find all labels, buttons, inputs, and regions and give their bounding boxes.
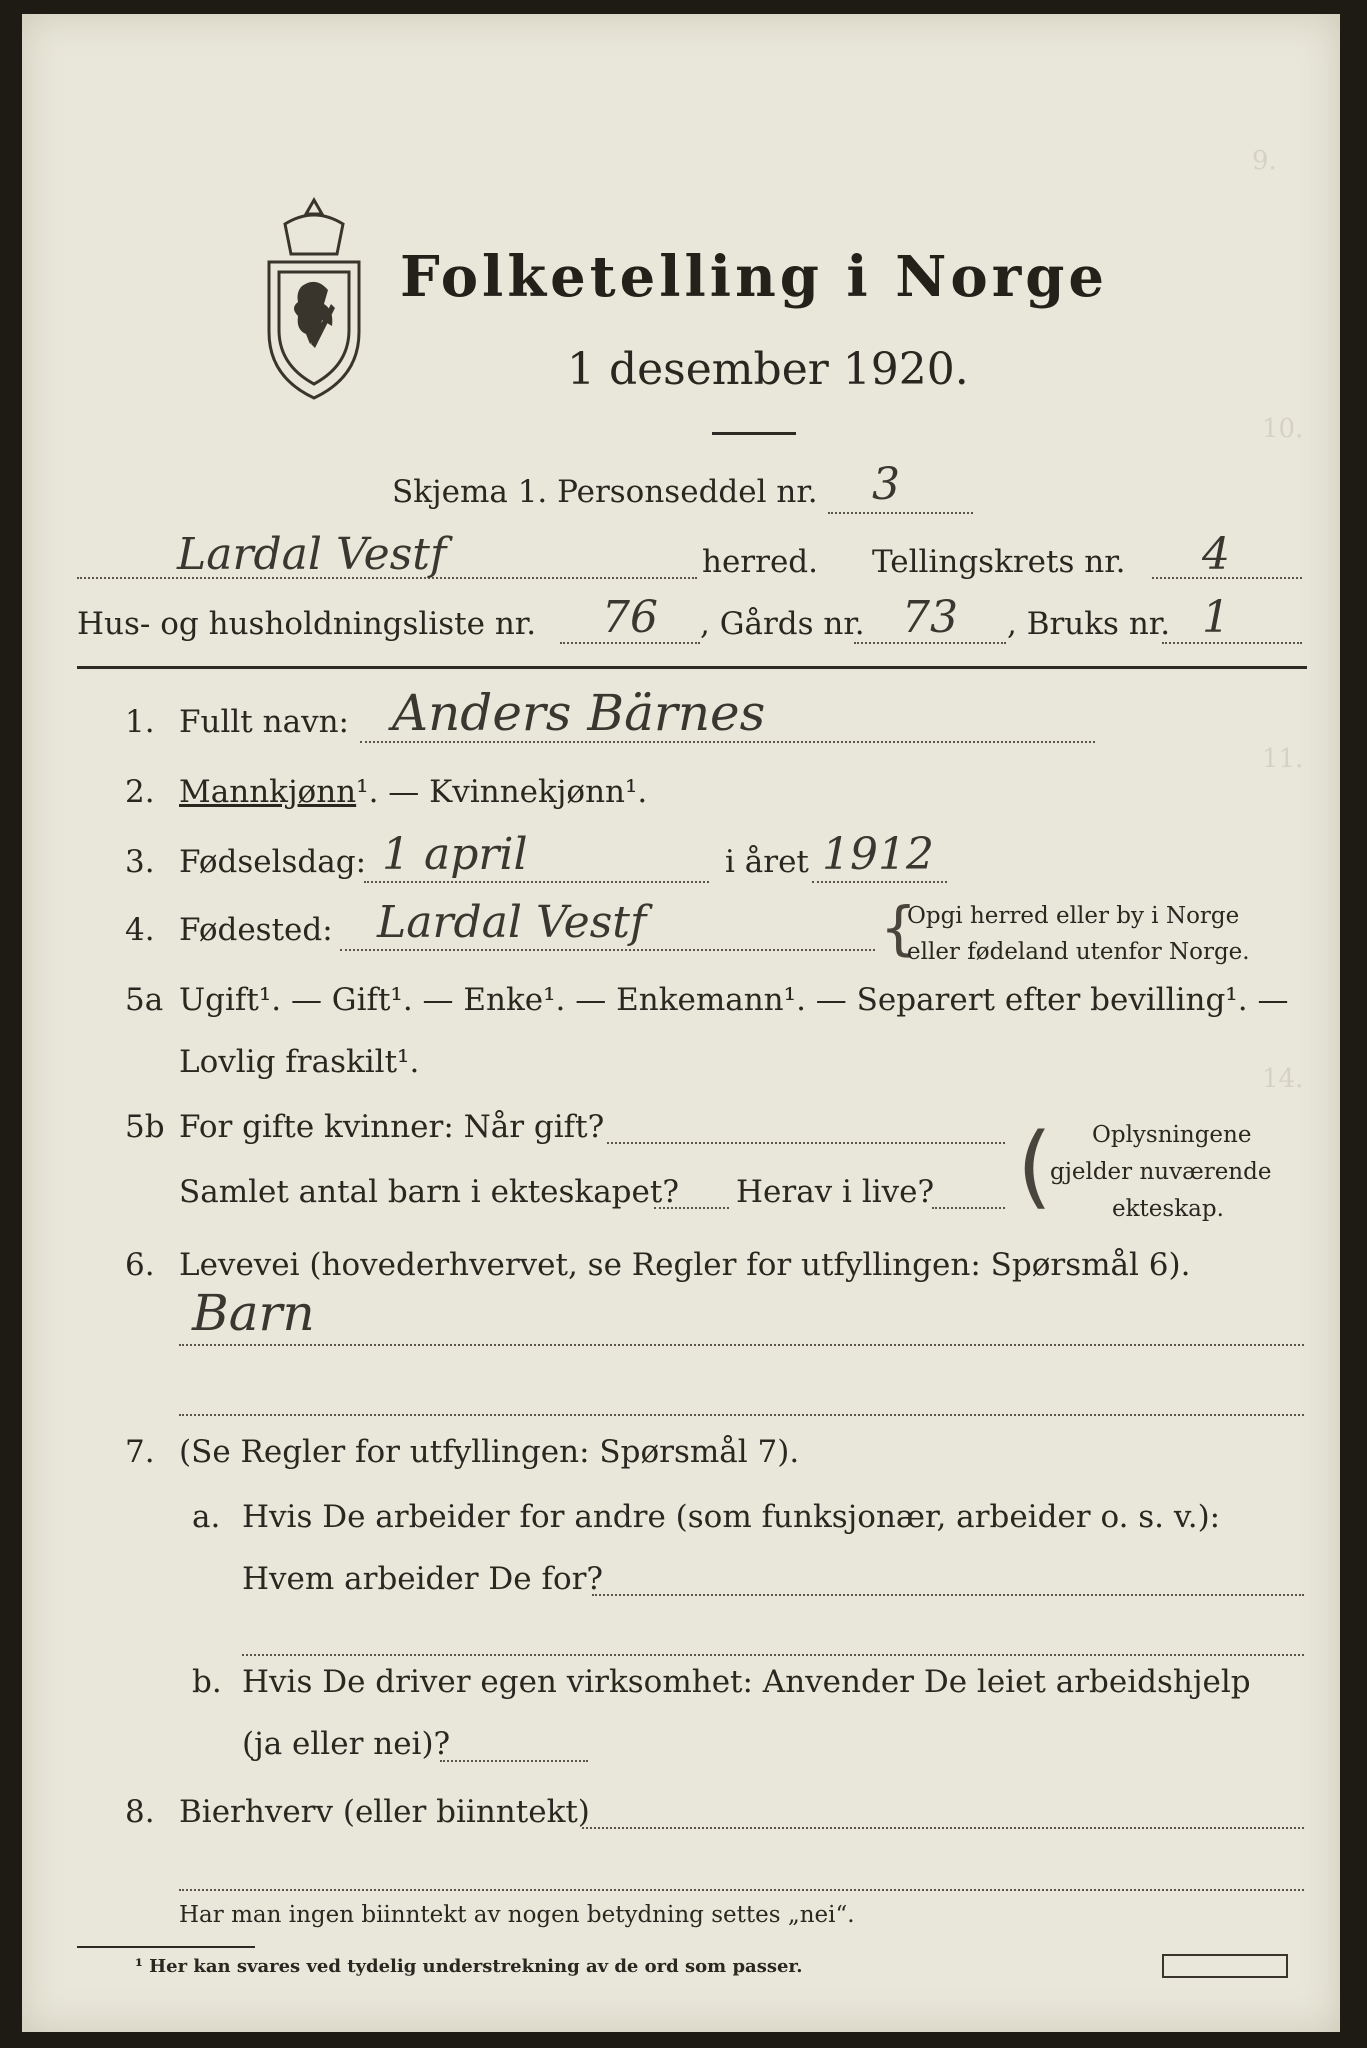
husholdningsliste-number[interactable]: 76 [602, 592, 658, 643]
full-name-value[interactable]: Anders Bärnes [392, 684, 766, 742]
coat-of-arms-icon [257, 194, 372, 406]
gender-male[interactable]: Mannkjønn [179, 774, 357, 810]
personseddel-line [828, 512, 973, 514]
birthdate-label: Fødselsdag: [179, 844, 367, 880]
item-number: 5a [125, 982, 164, 1018]
item-number: 3. [125, 844, 155, 880]
children-total-line [654, 1207, 729, 1209]
married-when-line [607, 1142, 1005, 1144]
marriage-note-1: Oplysningene [1092, 1122, 1252, 1148]
occupation-value[interactable]: Barn [192, 1284, 315, 1342]
year-line [812, 881, 947, 883]
birth-year-value[interactable]: 1912 [822, 829, 934, 880]
full-name-label: Fullt navn: [179, 704, 349, 740]
side-income-line-2 [179, 1889, 1304, 1891]
bleed-through-text: 11. [1262, 744, 1304, 774]
item-number: 7. [125, 1434, 155, 1470]
form-date: 1 desember 1920. [567, 344, 969, 395]
bleed-through-text: 9. [1252, 146, 1277, 176]
marital-status-options[interactable]: Ugift¹. — Gift¹. — Enke¹. — Enkemann¹. — Separert efter bevilling¹. — [179, 982, 1289, 1018]
side-income-note: Har man ingen biinntekt av nogen betydning settes „nei“. [179, 1902, 855, 1928]
schema-label: Skjema 1. Personseddel nr. [392, 474, 818, 510]
birthplace-line [340, 949, 875, 951]
header-rule [77, 666, 1307, 669]
birthplace-note-2: eller fødeland utenfor Norge. [907, 939, 1250, 965]
tellingskrets-label: Tellingskrets nr. [872, 544, 1126, 580]
item-number: 1. [125, 704, 155, 740]
herred-label: herred. [702, 544, 818, 580]
bruks-line [1162, 642, 1302, 644]
marriage-note-2: gjelder nuværende [1050, 1159, 1272, 1185]
census-form-page [22, 14, 1340, 2032]
footnote: ¹ Her kan svares ved tydelig understrekning av de ord som passer. [135, 1956, 803, 1977]
bruks-number[interactable]: 1 [1202, 592, 1230, 643]
item-letter: b. [192, 1664, 222, 1700]
rules-reference: (Se Regler for utfyllingen: Spørsmål 7). [179, 1434, 800, 1470]
own-business-line [440, 1760, 588, 1762]
title-divider [712, 432, 796, 435]
bleed-through-text: 14. [1262, 1064, 1304, 1094]
children-total-label: Samlet antal barn i ekteskapet? [179, 1174, 679, 1210]
occupation-label: Levevei (hovederhvervet, se Regler for utfyllingen: Spørsmål 6). [179, 1247, 1191, 1283]
footnote-rule [77, 1946, 255, 1948]
marriage-note-3: ekteskap. [1112, 1196, 1224, 1222]
birthdate-value[interactable]: 1 april [382, 829, 528, 880]
bleed-through-text: 10. [1262, 414, 1304, 444]
birthplace-note-1: Opgi herred eller by i Norge [907, 903, 1240, 929]
children-alive-label: Herav i live? [736, 1174, 935, 1210]
herred-value[interactable]: Lardal Vestf [177, 529, 447, 580]
birthplace-label: Fødested: [179, 912, 333, 948]
own-business-answer-label: (ja eller nei)? [242, 1726, 451, 1762]
item-number: 5b [125, 1109, 165, 1145]
married-when-label: For gifte kvinner: Når gift? [179, 1109, 605, 1145]
item-number: 2. [125, 774, 155, 810]
gards-number[interactable]: 73 [902, 592, 958, 643]
side-income-line-1 [582, 1827, 1304, 1829]
item-number: 4. [125, 912, 155, 948]
own-business-question: Hvis De driver egen virksomhet: Anvender De leiet arbeidshjelp [242, 1664, 1251, 1700]
gards-label: , Gårds nr. [700, 606, 865, 642]
children-alive-line [932, 1207, 1005, 1209]
gender-label: Mannkjønn¹. — Kvinnekjønn¹. [179, 774, 648, 810]
husholdningsliste-label: Hus- og husholdningsliste nr. [77, 606, 537, 642]
item-letter: a. [192, 1499, 221, 1535]
tellingskrets-number[interactable]: 4 [1202, 529, 1230, 580]
note-brace-icon: { [880, 894, 917, 962]
personseddel-number[interactable]: 3 [872, 459, 900, 510]
marital-status-divorced[interactable]: Lovlig fraskilt¹. [179, 1044, 420, 1080]
year-label: i året [725, 844, 809, 880]
employer-label: Hvem arbeider De for? [242, 1561, 604, 1597]
occupation-line-1 [179, 1344, 1304, 1346]
bruks-label: , Bruks nr. [1007, 606, 1171, 642]
birthdate-line [364, 881, 709, 883]
form-title: Folketelling i Norge [400, 244, 1109, 310]
birthplace-value[interactable]: Lardal Vestf [377, 897, 647, 948]
item-number: 8. [125, 1794, 155, 1830]
employer-line-2 [242, 1654, 1304, 1656]
side-income-label: Bierhverv (eller biinntekt) [179, 1794, 590, 1830]
employer-question: Hvis De arbeider for andre (som funksjonær, arbeider o. s. v.): [242, 1499, 1221, 1535]
item-number: 6. [125, 1247, 155, 1283]
occupation-line-2 [179, 1414, 1304, 1416]
printer-stamp [1162, 1954, 1288, 1978]
note-brace-icon: ( [1017, 1114, 1053, 1219]
employer-line-1 [592, 1594, 1304, 1596]
